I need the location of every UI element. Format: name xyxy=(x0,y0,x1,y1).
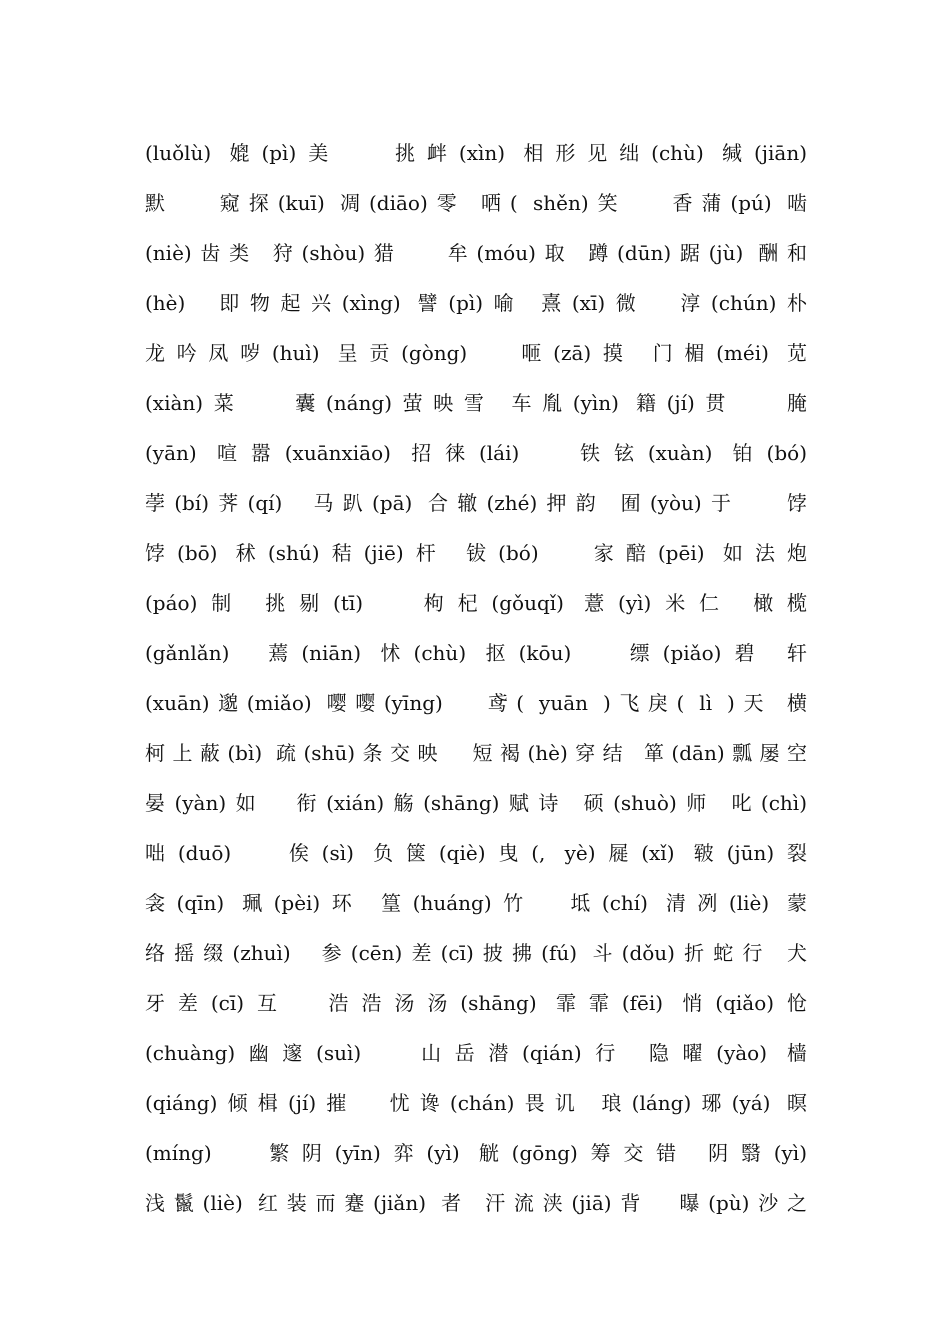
text-line: (qiáng)倾楫(jí)摧 忧谗(chán)畏讥 琅(láng)琊(yá) 暝 xyxy=(145,1091,807,1115)
text-line: (gǎnlǎn) 蔫(niān) 怵(chù) 抠(kōu) 缥(piǎo)碧 轩 xyxy=(145,641,807,665)
text-line: 柯上蔽(bì) 疏(shū)条交映 短褐(hè)穿结 箪(dān)瓢屡空 xyxy=(145,741,807,765)
text-line: 浅鬣(liè) 红装而蹇(jiǎn) 者 汗流浃(jiā)背 曝(pù)沙之 xyxy=(145,1191,807,1215)
text-line: 络摇缀(zhuì) 参(cēn)差(cī)披拂(fú) 斗(dǒu)折蛇行 犬 xyxy=(145,941,807,965)
text-line: (niè)齿类 狩(shòu)猎 牟(móu)取 蹲(dūn)踞(jù) 酬和 xyxy=(145,241,807,265)
text-line: (xuān)邈(miǎo) 嘤嘤(yīng) 鸢( yuān )飞戾( lì )天 横 xyxy=(145,691,807,715)
text-line: (míng) 繁阴(yīn)弈(yì) 觥(gōng)筹交错 阴翳(yì) xyxy=(145,1141,807,1165)
text-line: (xiàn)菜 囊(náng)萤映雪 车胤(yìn) 籍(jí)贯 腌 xyxy=(145,391,807,415)
text-line: (luǒlù) 媲(pì)美 挑衅(xìn) 相形见绌(chù) 缄(jiān) xyxy=(145,141,807,165)
text-line: 饽(bō) 秫(shú)秸(jiē)杆 钹(bó) 家醅(pēi) 如法炮 xyxy=(145,541,807,565)
text-line: (hè) 即物起兴(xìng) 譬(pì)喻 熹(xī)微 淳(chún)朴 xyxy=(145,291,807,315)
text-line: (páo)制 挑剔(tī) 枸杞(gǒuqǐ) 薏(yì)米仁 橄榄 xyxy=(145,591,807,615)
text-line: 牙差(cī)互 浩浩汤汤(shāng) 霏霏(fēi) 悄(qiǎo)怆 xyxy=(145,991,807,1015)
text-line: 咄(duō) 俟(sì) 负箧(qiè)曳(, yè)屣(xǐ) 皲(jūn)裂 xyxy=(145,841,807,865)
text-line: 龙吟凤哕(huì) 呈贡(gòng) 咂(zā)摸 门楣(méi) 苋 xyxy=(145,341,807,365)
text-line: 默 窥探(kuī) 凋(diāo)零 哂( shěn)笑 香蒲(pú) 啮 xyxy=(145,191,807,215)
text-line: 荸(bí)荠(qí) 马趴(pā) 合辙(zhé)押韵 囿(yòu)于 饽 xyxy=(145,491,807,515)
vocabulary-text-block xyxy=(145,128,807,1228)
text-line: 衾(qīn) 珮(pèi)环 篁(huáng)竹 坻(chí) 清冽(liè) 蒙 xyxy=(145,891,807,915)
text-line: (chuàng)幽邃(suì) 山岳潜(qián)行 隐曜(yào) 樯 xyxy=(145,1041,807,1065)
text-line: (yān) 喧嚣(xuānxiāo) 招徕(lái) 铁铉(xuàn) 铂(bó) xyxy=(145,441,807,465)
text-line: 晏(yàn)如 衔(xián)觞(shāng)赋诗 硕(shuò)师 叱(chì) xyxy=(145,791,807,815)
